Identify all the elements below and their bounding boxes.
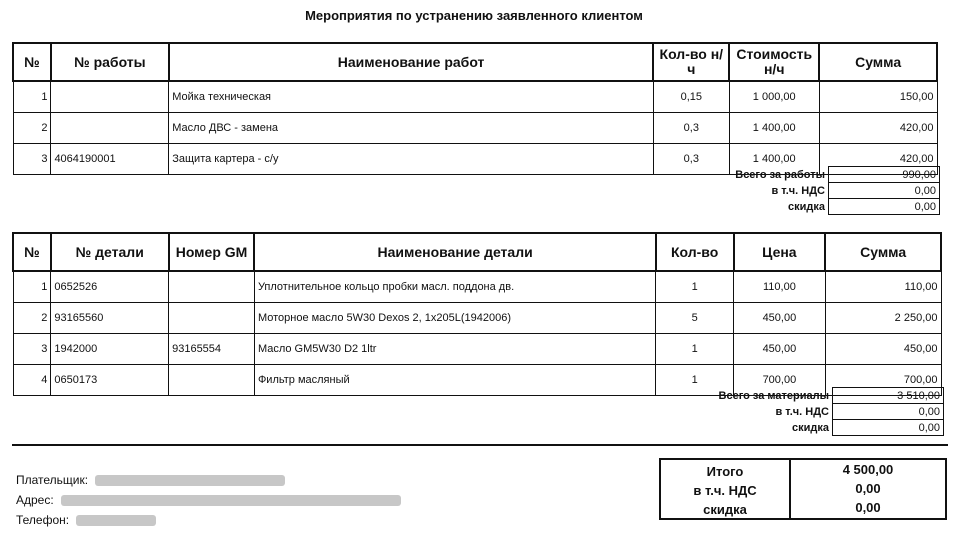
cell-sum: 150,00 bbox=[819, 81, 937, 113]
cell-sum: 2 250,00 bbox=[825, 303, 941, 334]
cell-gm-no: 93165554 bbox=[169, 334, 255, 365]
payer-name-redacted bbox=[95, 475, 285, 486]
table-row bbox=[13, 113, 937, 144]
works-discount-value: 0,00 bbox=[829, 199, 940, 215]
table-row bbox=[13, 271, 941, 303]
cell-num: 3 bbox=[13, 144, 51, 175]
grand-total-box bbox=[659, 458, 947, 520]
cell-gm-no bbox=[169, 303, 255, 334]
works-col-num: № bbox=[13, 43, 51, 81]
parts-col-price: Цена bbox=[734, 233, 826, 271]
phone-line bbox=[16, 510, 401, 530]
cell-part-no: 0652526 bbox=[51, 271, 169, 303]
parts-total-row bbox=[600, 388, 944, 404]
table-row bbox=[13, 81, 937, 113]
phone-label: Телефон: bbox=[16, 513, 70, 527]
phone-redacted bbox=[76, 515, 156, 526]
grand-labels bbox=[661, 460, 791, 518]
parts-col-qty: Кол-во bbox=[656, 233, 734, 271]
parts-discount-label: скидка bbox=[792, 421, 829, 434]
parts-col-part-no: № детали bbox=[51, 233, 169, 271]
cell-part-no: 93165560 bbox=[51, 303, 169, 334]
parts-vat-label: в т.ч. НДС bbox=[775, 405, 829, 418]
parts-vat-row bbox=[600, 404, 944, 420]
table-row bbox=[13, 303, 941, 334]
grand-total-label: Итого bbox=[706, 464, 744, 479]
parts-totals bbox=[600, 387, 944, 436]
grand-values bbox=[791, 460, 945, 518]
cell-name: Масло GM5W30 D2 1ltr bbox=[254, 334, 655, 365]
cell-part-no: 1942000 bbox=[51, 334, 169, 365]
cell-num: 1 bbox=[13, 81, 51, 113]
grand-discount-value: 0,00 bbox=[855, 500, 881, 515]
cell-qty: 5 bbox=[656, 303, 734, 334]
grand-vat-label: в т.ч. НДС bbox=[693, 483, 757, 498]
cell-num: 2 bbox=[13, 303, 51, 334]
works-total-row bbox=[600, 167, 940, 183]
parts-col-num: № bbox=[13, 233, 51, 271]
cell-qty: 0,3 bbox=[653, 144, 729, 175]
works-discount-label: скидка bbox=[788, 200, 825, 213]
payer-info bbox=[16, 470, 401, 530]
table-row bbox=[13, 334, 941, 365]
parts-total-value: 3 510,00 bbox=[833, 388, 944, 404]
payer-label: Плательщик: bbox=[16, 473, 89, 487]
cell-num: 4 bbox=[13, 365, 51, 396]
works-col-name: Наименование работ bbox=[169, 43, 654, 81]
address-redacted bbox=[61, 495, 401, 506]
section-divider bbox=[12, 444, 948, 446]
grand-discount-label: скидка bbox=[703, 502, 747, 517]
address-line bbox=[16, 490, 401, 510]
cell-qty: 0,3 bbox=[653, 113, 729, 144]
cell-qty: 1 bbox=[656, 334, 734, 365]
cell-num: 3 bbox=[13, 334, 51, 365]
works-col-sum: Сумма bbox=[819, 43, 937, 81]
cell-name: Моторное масло 5W30 Dexos 2, 1x205L(1942006) bbox=[254, 303, 655, 334]
cell-work-no bbox=[51, 81, 169, 113]
grand-total-value: 4 500,00 bbox=[842, 462, 894, 477]
parts-vat-value: 0,00 bbox=[833, 404, 944, 420]
cell-sum: 420,00 bbox=[819, 113, 937, 144]
document-title: Мероприятия по устранению заявленного клиентом bbox=[305, 8, 643, 23]
parts-col-gm-no: Номер GM bbox=[169, 233, 255, 271]
works-table bbox=[12, 42, 938, 175]
cell-qty: 0,15 bbox=[653, 81, 729, 113]
cell-sum: 110,00 bbox=[825, 271, 941, 303]
works-vat-label: в т.ч. НДС bbox=[771, 184, 825, 197]
cell-price: 450,00 bbox=[734, 334, 826, 365]
cell-qty: 1 bbox=[656, 365, 734, 396]
works-total-value: 990,00 bbox=[829, 167, 940, 183]
cell-part-no: 0650173 bbox=[51, 365, 169, 396]
parts-table bbox=[12, 232, 942, 396]
parts-total-label: Всего за материалы bbox=[718, 389, 829, 402]
address-label: Адрес: bbox=[16, 493, 54, 507]
cell-name: Масло ДВС - замена bbox=[169, 113, 654, 144]
parts-header-row bbox=[13, 233, 941, 271]
cell-gm-no bbox=[169, 271, 255, 303]
cell-num: 2 bbox=[13, 113, 51, 144]
cell-cost: 1 000,00 bbox=[729, 81, 819, 113]
cell-cost: 1 400,00 bbox=[729, 113, 819, 144]
works-total-label: Всего за работы bbox=[735, 168, 825, 181]
parts-col-sum: Сумма bbox=[825, 233, 941, 271]
cell-sum: 420,00 bbox=[819, 144, 937, 175]
works-col-cost: Стоимость н/ч bbox=[729, 43, 819, 81]
cell-name: Фильтр масляный bbox=[254, 365, 655, 396]
cell-sum: 700,00 bbox=[825, 365, 941, 396]
cell-num: 1 bbox=[13, 271, 51, 303]
cell-price: 110,00 bbox=[734, 271, 826, 303]
cell-work-no: 4064190001 bbox=[51, 144, 169, 175]
works-col-qty: Кол-во н/ч bbox=[653, 43, 729, 81]
cell-price: 700,00 bbox=[734, 365, 826, 396]
cell-name: Мойка техническая bbox=[169, 81, 654, 113]
cell-qty: 1 bbox=[656, 271, 734, 303]
parts-col-name: Наименование детали bbox=[254, 233, 655, 271]
cell-sum: 450,00 bbox=[825, 334, 941, 365]
parts-discount-value: 0,00 bbox=[833, 420, 944, 436]
cell-work-no bbox=[51, 113, 169, 144]
grand-vat-value: 0,00 bbox=[855, 481, 881, 496]
works-discount-row bbox=[600, 199, 940, 215]
cell-price: 450,00 bbox=[734, 303, 826, 334]
cell-gm-no bbox=[169, 365, 255, 396]
cell-name: Уплотнительное кольцо пробки масл. поддона дв. bbox=[254, 271, 655, 303]
works-totals bbox=[600, 166, 940, 215]
works-vat-value: 0,00 bbox=[829, 183, 940, 199]
works-col-work-no: № работы bbox=[51, 43, 169, 81]
works-header-row bbox=[13, 43, 937, 81]
cell-cost: 1 400,00 bbox=[729, 144, 819, 175]
parts-discount-row bbox=[600, 420, 944, 436]
payer-line bbox=[16, 470, 401, 490]
works-vat-row bbox=[600, 183, 940, 199]
cell-name: Защита картера - с/у bbox=[169, 144, 654, 175]
